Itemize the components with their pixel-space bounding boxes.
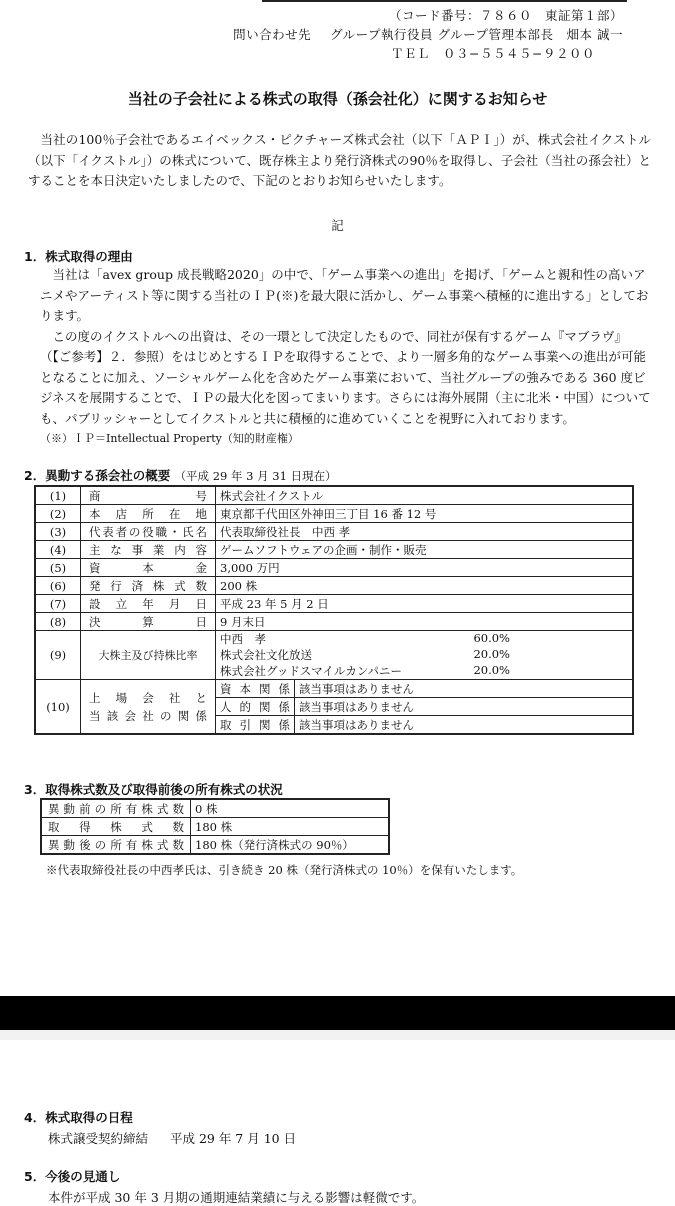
schedule-line — [48, 1129, 296, 1147]
row-number: (2) — [35, 505, 81, 523]
relations-label — [81, 680, 216, 735]
shareholder-item — [220, 631, 628, 647]
document-title: 当社の子会社による株式の取得（孫会社化）に関するお知らせ — [127, 90, 548, 108]
row-value: 200 株 — [216, 577, 634, 595]
shareholder-item — [220, 647, 628, 663]
shareholder-pct: 20.0% — [473, 663, 510, 677]
row-label: 異動前の所有株式数 — [41, 799, 191, 818]
relation-value: 該当事項はありません — [295, 716, 634, 735]
page-break-bar — [0, 996, 675, 1030]
shares-table — [40, 798, 390, 855]
intro-paragraph: 当社の100％子会社であるエイベックス・ピクチャーズ株式会社（以下「ＡＰＩ」）が、株式会社イクストル（以下「イクストル」）の株式について、既存株主より発行済株式の90％を取得し、子会社（当社の孫会社）とすることを本日決定いたしましたので、下記のとおりお知らせいたします。 — [28, 132, 651, 188]
row-value: ゲームソフトウェアの企画・制作・販売 — [216, 541, 634, 559]
section1-paragraph-2: この度のイクストルへの出資は、その一環として決定したもので、同社が保有するゲーム『マブラヴ』（【ご参考】２．参照）をはじめとするＩＰを取得することで、より一層多角的なゲーム事業への進出が可能となることに加え、ソーシャルゲーム化を含めたゲーム事業において、当社グループの強みである 360 度ビジネスを展開することで、ＩＰの最大化を図ってまいります。さらには海外展開（主に北米・中国）についても、パブリッシャーとしてイクストルと共に積極的に進めていくことを視野に入れております。 — [40, 328, 651, 426]
shareholder-pct: 20.0% — [473, 647, 510, 661]
row-number: (9) — [35, 631, 81, 680]
shareholder-name: 株式会社文化放送 — [220, 648, 312, 662]
table-row — [41, 799, 389, 818]
table-row — [35, 595, 633, 613]
shareholders-row — [35, 631, 633, 680]
row-value: 0 株 — [191, 799, 390, 818]
contact-line — [233, 25, 623, 44]
contact-person: グループ執行役員 グループ管理本部長 畑本 誠一 — [330, 27, 623, 42]
relations-label-line1: 上場会社と — [89, 690, 207, 705]
row-value: 180 株 — [191, 818, 390, 836]
row-number: (5) — [35, 559, 81, 577]
row-label: 発行済株式数 — [81, 577, 216, 595]
section3-heading: 3．取得株式数及び取得前後の所有株式の状況 — [24, 782, 283, 797]
row-number: (3) — [35, 523, 81, 541]
shareholder-item — [220, 663, 628, 679]
row-number: (8) — [35, 613, 81, 631]
row-value: 平成 23 年 5 月 2 日 — [216, 595, 634, 613]
table-row — [41, 818, 389, 836]
section2-date: （平成 29 年 3 月 31 日現在） — [174, 469, 337, 483]
shareholder-name: 中西 孝 — [220, 632, 266, 646]
row-label: 設立年月日 — [81, 595, 216, 613]
relation-value: 該当事項はありません — [295, 698, 634, 716]
table-row — [35, 523, 633, 541]
shares-note: ※代表取締役社長の中西孝氏は、引き続き 20 株（発行済株式の 10％）を保有いたします。 — [46, 863, 523, 877]
section2-heading — [24, 466, 337, 484]
row-label: 資本金 — [81, 559, 216, 577]
contact-label: 問い合わせ先 — [233, 27, 312, 42]
table-row — [35, 505, 633, 523]
stock-code: （コード番号：７８６０ 東証第１部） — [388, 8, 623, 23]
section1-heading: 1．株式取得の理由 — [24, 249, 133, 264]
shareholder-name: 株式会社グッドスマイルカンパニー — [220, 664, 403, 678]
row-label: 決算日 — [81, 613, 216, 631]
row-value: 株式会社イクストル — [216, 486, 634, 505]
row-label: 取得株式数 — [41, 818, 191, 836]
section1-body — [40, 265, 651, 429]
section2-title: 2．異動する孫会社の概要 — [24, 468, 171, 483]
relation-value: 該当事項はありません — [295, 680, 634, 698]
row-value: 9 月末日 — [216, 613, 634, 631]
outlook-text: 本件が平成 30 年 3 月期の通期連結業績に与える影響は軽微です。 — [48, 1190, 425, 1205]
section4-heading: 4．株式取得の日程 — [24, 1110, 133, 1125]
row-value: 代表取締役社長 中西 孝 — [216, 523, 634, 541]
table-row — [35, 577, 633, 595]
ki-marker: 記 — [331, 218, 344, 233]
row-label: 大株主及び持株比率 — [81, 631, 216, 680]
section5-heading: 5．今後の見通し — [24, 1169, 121, 1184]
shareholders-list — [216, 631, 634, 680]
row-value: 180 株（発行済株式の 90％） — [191, 836, 390, 855]
row-value: 東京都千代田区外神田三丁目 16 番 12 号 — [216, 505, 634, 523]
ip-note: （※）ＩＰ＝Intellectual Property（知的財産権） — [40, 432, 299, 445]
relation-type: 取引関係 — [216, 716, 295, 735]
schedule-date: 平成 29 年 7 月 10 日 — [169, 1131, 297, 1146]
page-gap — [0, 1030, 675, 1040]
schedule-label: 株式譲受契約締結 — [48, 1131, 149, 1146]
section1-paragraph-1: 当社は「avex group 成長戦略2020」の中で、「ゲーム事業への進出」を掲げ、「ゲームと親和性の高いアニメやアーティスト等に関する当社のＩＰ(※)を最大限に活かし、ゲーム事業へ積極的に進出する」としております。 — [40, 267, 649, 323]
table-row — [35, 613, 633, 631]
relation-type: 人的関係 — [216, 698, 295, 716]
row-label: 代表者の役職・氏名 — [81, 523, 216, 541]
table-row — [41, 836, 389, 855]
table-row — [35, 559, 633, 577]
row-number: (1) — [35, 486, 81, 505]
row-label: 主な事業内容 — [81, 541, 216, 559]
row-number: (4) — [35, 541, 81, 559]
row-number: (10) — [35, 680, 81, 735]
subsidiary-overview-table — [34, 485, 634, 735]
row-label: 異動後の所有株式数 — [41, 836, 191, 855]
contact-tel: ＴＥＬ ０３−５５４５−９２００ — [391, 46, 595, 61]
row-number: (7) — [35, 595, 81, 613]
table-row — [35, 541, 633, 559]
relations-row — [35, 680, 633, 698]
shareholder-pct: 60.0% — [473, 631, 510, 645]
row-label: 商 号 — [81, 486, 216, 505]
relation-type: 資本関係 — [216, 680, 295, 698]
row-label: 本店所在地 — [81, 505, 216, 523]
row-number: (6) — [35, 577, 81, 595]
row-value: 3,000 万円 — [216, 559, 634, 577]
table-row — [35, 486, 633, 505]
relations-label-line2: 当該会社の関係 — [89, 708, 207, 723]
header-rule — [262, 0, 627, 5]
